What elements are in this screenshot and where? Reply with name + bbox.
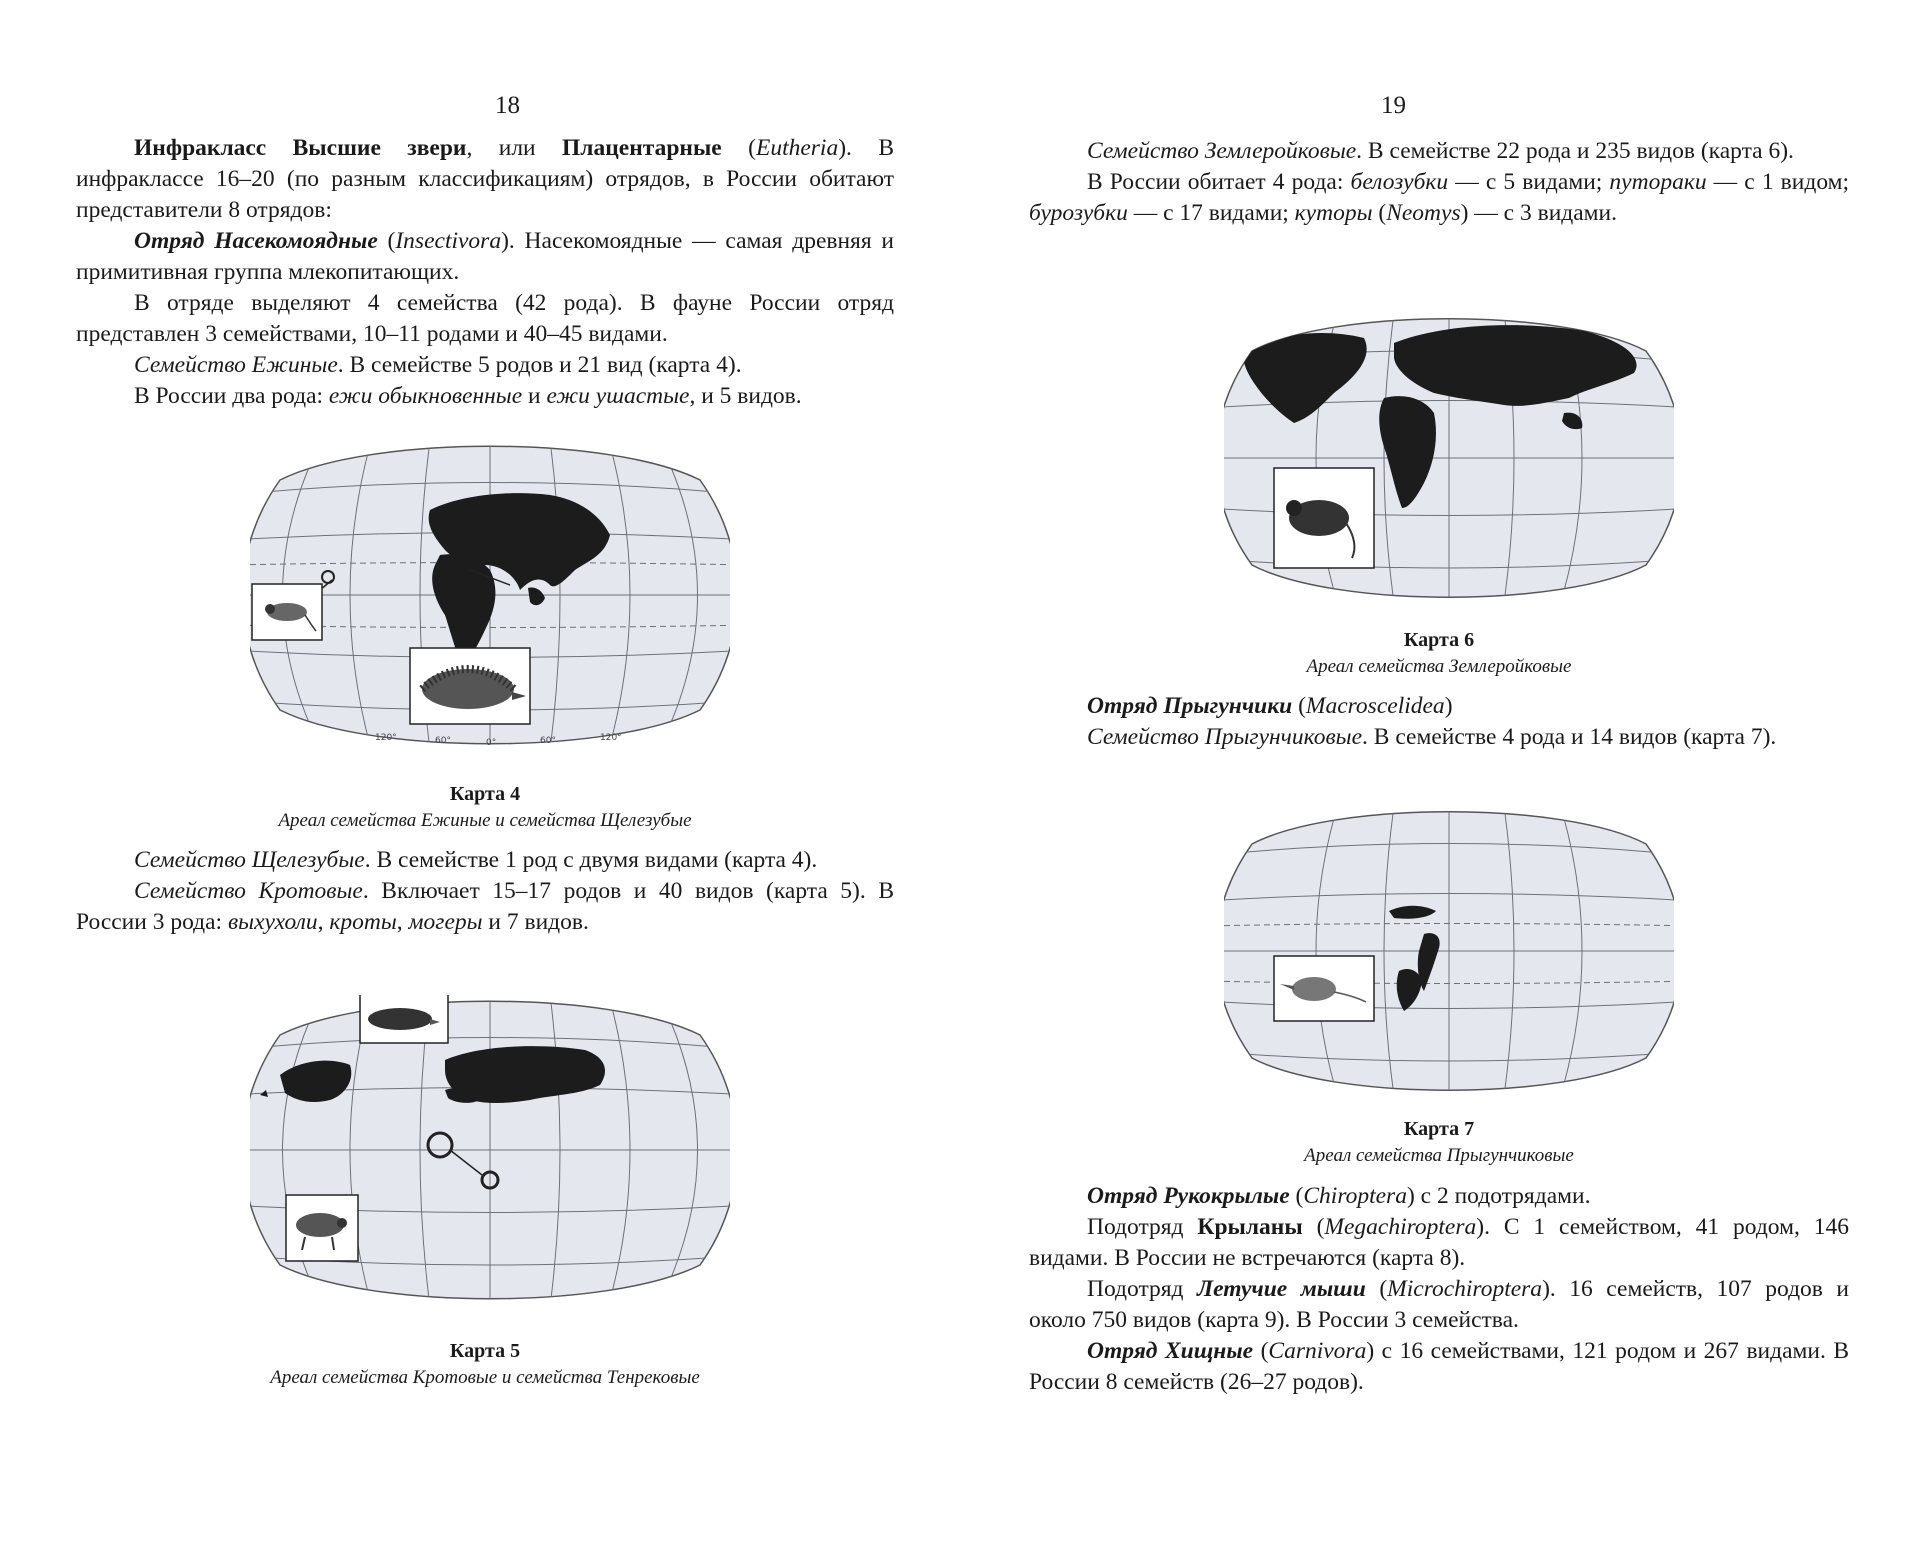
svg-text:120°: 120°: [375, 733, 397, 743]
map-6-caption: [1029, 627, 1849, 679]
map-7: [1224, 806, 1674, 1096]
map-5-subtitle: Ареал семейства Кротовые и семейства Тенрековые: [270, 1367, 700, 1388]
page-number: 18: [495, 92, 520, 119]
text-block-jumpers: [1029, 691, 1849, 753]
map-5-title: Карта 5: [449, 1340, 521, 1362]
map-4: [250, 440, 730, 750]
svg-text:120°: 120°: [600, 733, 622, 743]
text-block-families: [76, 845, 894, 938]
page-number: 19: [1381, 92, 1406, 119]
map-5: [250, 995, 730, 1307]
map-5-caption: [76, 1338, 894, 1390]
map-6: [1224, 313, 1674, 603]
paragraph-chiroptera: Отряд Рукокрылые (Chiroptera) с 2 подотрядами.: [1087, 1183, 1591, 1209]
map-4-subtitle: Ареал семейства Ежиные и семейства Щелезубые: [278, 810, 692, 831]
map-4-title: Карта 4: [449, 783, 521, 805]
map-7-title: Карта 7: [1403, 1118, 1475, 1140]
paragraph-infraclass: Инфракласс Высшие звери, или Плацентарные (Eutheria). В инфраклассе 16–20 (по разным классификациям) отрядов, в России обитают представители 8 отрядов:: [76, 135, 894, 223]
svg-text:0°: 0°: [486, 738, 497, 748]
paragraph-shrews: Семейство Землеройковые. В семействе 22 рода и 235 видов (карта 6).: [1087, 138, 1794, 164]
map-7-caption: [1029, 1116, 1849, 1168]
map-4-caption: [76, 781, 894, 833]
svg-text:60°: 60°: [435, 736, 451, 746]
map-7-subtitle: Ареал семейства Прыгунчиковые: [1304, 1145, 1574, 1166]
text-block-shrews: [1029, 136, 1849, 229]
paragraph-shrew-genera: В России обитает 4 рода: белозубки — с 5 видами; путораки — с 1 видом; бурозубки — с 17 видами; куторы (Neomys) — с 3 видами.: [1029, 169, 1850, 226]
map-6-title: Карта 6: [1403, 629, 1475, 651]
paragraph-macroscelidea: Отряд Прыгунчики (Macroscelidea): [1087, 693, 1453, 719]
map-6-subtitle: Ареал семейства Землеройковые: [1306, 656, 1572, 677]
paragraph-solenodons: Семейство Щелезубые. В семействе 1 род с двумя видами (карта 4).: [134, 847, 818, 873]
right-page: [956, 0, 1911, 1548]
paragraph-carnivora: Отряд Хищные (Carnivora) с 16 семействами, 121 родом и 267 видами. В России 8 семейств (26–27 родов).: [1029, 1338, 1850, 1395]
left-page: [0, 0, 955, 1548]
svg-text:60°: 60°: [540, 736, 556, 746]
paragraph-insectivora: Отряд Насекомоядные (Insectivora). Насекомоядные — самая древняя и примитивная группа млекопитающих.: [76, 228, 894, 285]
text-block-bats-carnivores: [1029, 1181, 1849, 1398]
paragraph-moles: Семейство Кротовые. Включает 15–17 родов и 40 видов (карта 5). В России 3 рода: выхухоли, кроты, могеры и 7 видов.: [76, 878, 894, 935]
paragraph-hedgehogs: Семейство Ежиные. В семействе 5 родов и 21 вид (карта 4).: [134, 352, 742, 378]
text-block-intro: [76, 133, 894, 412]
paragraph-jumper-family: Семейство Прыгунчиковые. В семействе 4 рода и 14 видов (карта 7).: [1087, 724, 1777, 750]
paragraph-microchiroptera: Подотряд Летучие мыши (Microchiroptera). 16 семейств, 107 родов и около 750 видов (карта 9). В России 3 семейства.: [1029, 1276, 1849, 1333]
paragraph-hedgehog-genera: В России два рода: ежи обыкновенные и ежи ушастые, и 5 видов.: [134, 383, 802, 409]
paragraph-families: В отряде выделяют 4 семейства (42 рода). В фауне России отряд представлен 3 семействами, 10–11 родами и 40–45 видами.: [76, 290, 894, 347]
paragraph-megachiroptera: Подотряд Крыланы (Megachiroptera). С 1 семейством, 41 родом, 146 видами. В России не встречаются (карта 8).: [1029, 1214, 1849, 1271]
